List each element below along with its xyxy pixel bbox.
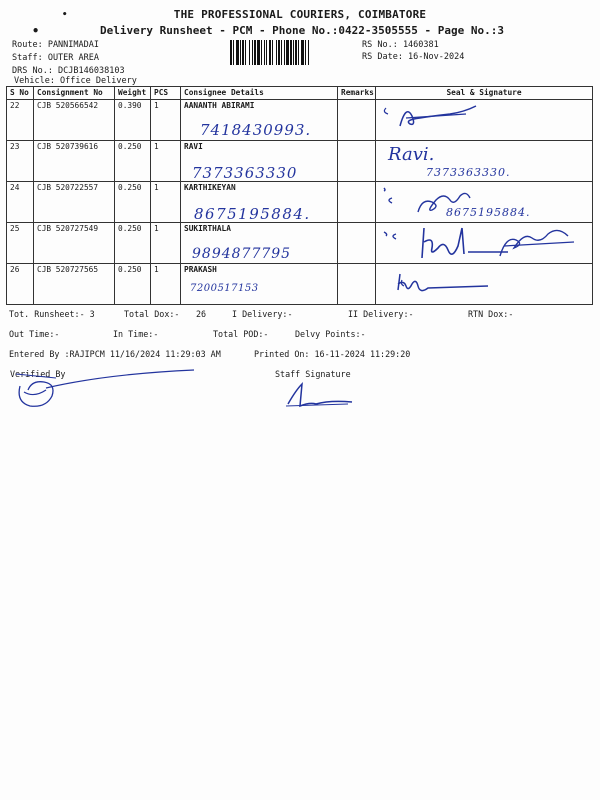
handwritten-phone: 8675195884.: [194, 205, 311, 223]
cell-consignee: PRAKASH: [181, 264, 338, 305]
verified-by-signature: [10, 366, 200, 416]
out-time: Out Time:-: [9, 329, 60, 339]
signature-phone-row-23: 7373363330.: [426, 166, 511, 179]
table-header-row: [7, 87, 593, 100]
handwritten-phone: 7373363330: [192, 164, 298, 182]
cell-sno: 26: [7, 264, 34, 305]
cell-pcs: 1: [151, 182, 181, 223]
cell-pcs: 1: [151, 223, 181, 264]
bullet-mark: •: [32, 24, 40, 38]
col-consignee: Consignee Details: [181, 87, 338, 100]
cell-remarks: [338, 182, 376, 223]
printed-on: Printed On: 16-11-2024 11:29:20: [254, 349, 411, 359]
rs-date: RS Date: 16-Nov-2024: [362, 52, 465, 62]
cell-consignee: RAVI: [181, 141, 338, 182]
col-weight: Weight: [115, 87, 151, 100]
drs-number: DRS No.: DCJB146038103: [12, 66, 125, 76]
staff-signature: [282, 380, 358, 410]
verified-by-label: Verified By: [10, 369, 66, 379]
cell-remarks: [338, 264, 376, 305]
cell-consignment: CJB 520722557: [34, 182, 115, 223]
barcode-bar: [309, 40, 310, 65]
runsheet-title: Delivery Runsheet - PCM - Phone No.:0422-3505555 - Page No.:3: [100, 24, 504, 37]
cell-sno: 24: [7, 182, 34, 223]
signature-row-26: [392, 266, 492, 296]
cell-sno: 25: [7, 223, 34, 264]
signature-text-row-23: Ravi.: [388, 144, 435, 165]
total-dox-label: Total Dox:-: [124, 309, 180, 319]
cell-weight: 0.250: [115, 264, 151, 305]
cell-consignment: CJB 520739616: [34, 141, 115, 182]
cell-consignee: KARTHIKEYAN: [181, 182, 338, 223]
cell-consignment: CJB 520727549: [34, 223, 115, 264]
cell-weight: 0.250: [115, 141, 151, 182]
col-pcs: PCS: [151, 87, 181, 100]
col-consignment: Consignment No: [34, 87, 115, 100]
cell-sno: 22: [7, 100, 34, 141]
signature-row-22: [378, 98, 488, 134]
table-row: [7, 264, 593, 305]
signature-row-25: [380, 222, 592, 268]
handwritten-phone: 7200517153: [190, 283, 259, 294]
cell-consignment: CJB 520566542: [34, 100, 115, 141]
rtn-dox: RTN Dox:-: [468, 309, 514, 319]
cell-consignee: AANANTH ABIRAMI: [181, 100, 338, 141]
cell-remarks: [338, 141, 376, 182]
delvy-points: Delvy Points:-: [295, 329, 366, 339]
handwritten-phone: 7418430993.: [200, 121, 312, 139]
total-pod: Total POD:-: [213, 329, 269, 339]
barcode: [230, 40, 358, 65]
i-delivery: I Delivery:-: [232, 309, 293, 319]
cell-sno: 23: [7, 141, 34, 182]
bullet-mark-small: •: [62, 10, 68, 20]
cell-pcs: 1: [151, 264, 181, 305]
ii-delivery: II Delivery:-: [348, 309, 414, 319]
cell-remarks: [338, 100, 376, 141]
rs-number: RS No.: 1460381: [362, 40, 439, 50]
cell-remarks: [338, 223, 376, 264]
col-seal-signature: Seal & Signature: [376, 87, 593, 100]
cell-consignee: SUKIRTHALA: [181, 223, 338, 264]
col-sno: S No: [7, 87, 34, 100]
route-label: Route: PANNIMADAI: [12, 40, 99, 50]
cell-consignment: CJB 520727565: [34, 264, 115, 305]
total-dox-value: 26: [196, 309, 207, 319]
entered-by: Entered By :RAJIPCM 11/16/2024 11:29:03 AM: [9, 349, 221, 359]
staff-label: Staff: OUTER AREA: [12, 53, 99, 63]
tot-runsheet: Tot. Runsheet:- 3: [9, 309, 95, 319]
cell-weight: 0.250: [115, 182, 151, 223]
cell-pcs: 1: [151, 141, 181, 182]
handwritten-phone: 9894877795: [192, 246, 292, 262]
staff-signature-label: Staff Signature: [275, 369, 351, 379]
cell-pcs: 1: [151, 100, 181, 141]
col-remarks: Remarks: [338, 87, 376, 100]
cell-weight: 0.250: [115, 223, 151, 264]
signature-phone-row-24: 8675195884.: [446, 206, 531, 219]
company-title: THE PROFESSIONAL COURIERS, COIMBATORE: [173, 8, 427, 21]
in-time: In Time:-: [113, 329, 159, 339]
cell-weight: 0.390: [115, 100, 151, 141]
vehicle-label: Vehicle: Office Delivery: [14, 76, 137, 86]
